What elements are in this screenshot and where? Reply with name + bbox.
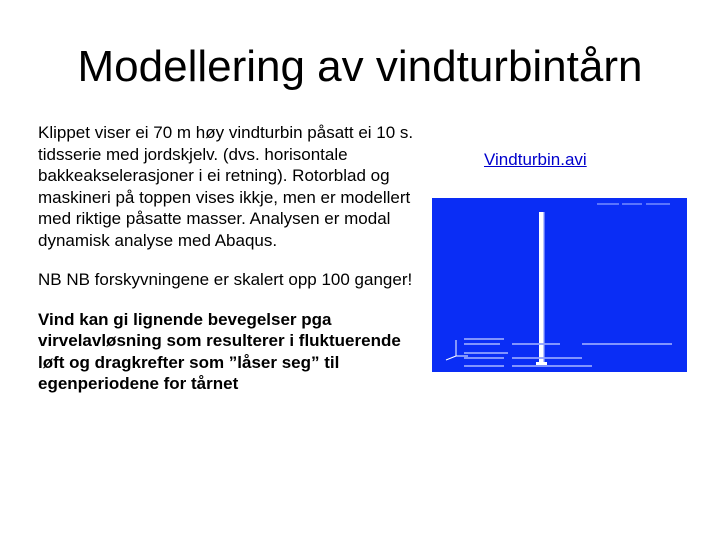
slide-body [38,122,418,413]
turbin-tower-icon [536,212,547,365]
slide-title: Modellering av vindturbintårn [77,42,643,91]
video-player[interactable] [432,198,687,372]
paragraph-scale-note: NB NB forskyvningene er skalert opp 100 ganger! [38,270,413,289]
paragraph-description: Klippet viser ei 70 m høy vindturbin påsatt ei 10 s. tidsserie med jordskjelv. (dvs. horisontale bakkeakselerasjoner i ei retning). Rotorblad og maskineri på toppen vises ikkje, men er modellert med riktige påsatte masser. Analysen er modal dynamisk analyse med Abaqus. [38,123,414,250]
paragraph-wind-note: Vind kan gi lignende bevegelser pga virvelavløsning som resulterer i fluktuerende løft og dragkrefter som ”låser seg” til egenperiodene for tårnet [38,309,401,393]
video-frame [432,198,687,372]
video-file-link[interactable]: Vindturbin.avi [484,150,587,169]
